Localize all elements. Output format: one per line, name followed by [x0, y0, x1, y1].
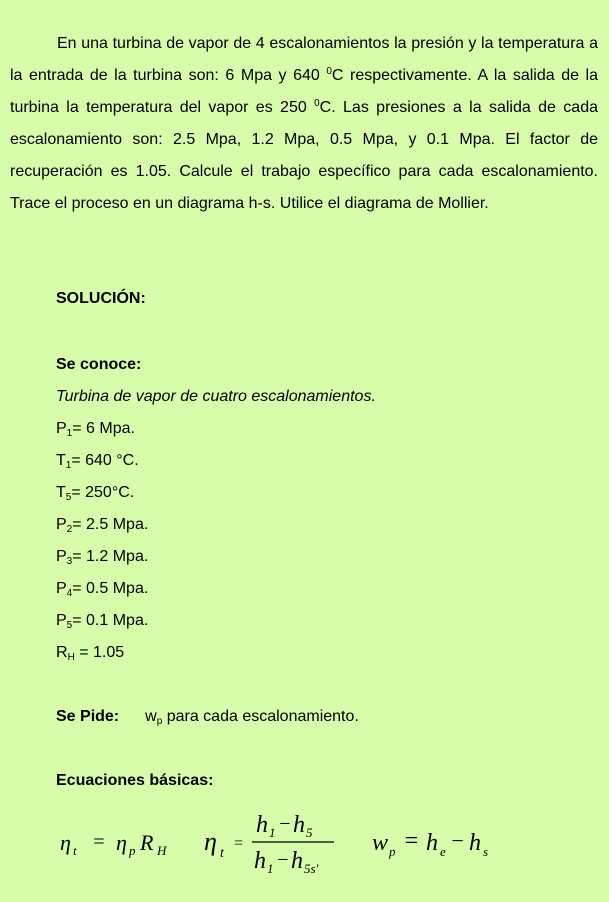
svg-text:η: η: [204, 827, 217, 856]
equations-svg: [56, 800, 576, 880]
svg-text:η: η: [60, 830, 71, 855]
svg-text:h: h: [426, 830, 438, 856]
svg-text:5s′: 5s′: [304, 861, 319, 876]
problem-text-1: En una turbina de vapor de 4 escalonamientos la presión y la temperatura a la entrada de la turbina son: 6 Mpa y 640: [10, 35, 598, 84]
svg-text:h: h: [293, 812, 305, 838]
svg-text:h: h: [254, 848, 266, 874]
known-heading: Se conoce:: [56, 356, 142, 373]
svg-text:=: =: [92, 831, 106, 853]
svg-text:t: t: [73, 843, 77, 858]
given-p1: $P_1= 6$ Mpa.: [56, 420, 135, 439]
svg-text:H: H: [157, 843, 167, 858]
svg-text:1: 1: [269, 825, 276, 840]
svg-text:w: w: [372, 830, 389, 856]
given-p4: $P_4= 0.5$ Mpa.: [56, 580, 149, 599]
svg-text:−: −: [278, 813, 292, 835]
given-p2: $P_2= 2.5$ Mpa.: [56, 516, 149, 535]
asked-label: Se Pide:: [56, 708, 120, 725]
svg-text:p: p: [129, 843, 136, 858]
svg-text:1: 1: [267, 861, 274, 876]
svg-text:−: −: [276, 849, 290, 871]
equation-efficiency-recovery: [60, 830, 167, 858]
basic-equations: [56, 800, 576, 880]
svg-text:5: 5: [306, 825, 313, 840]
problem-statement: [10, 28, 598, 220]
svg-text:−: −: [450, 828, 465, 853]
svg-text:=: =: [233, 835, 244, 852]
svg-text:=: =: [403, 828, 420, 854]
equations-heading: Ecuaciones básicas:: [56, 772, 214, 789]
solution-heading: SOLUCIÓN:: [56, 290, 146, 307]
equation-specific-work: [372, 828, 488, 859]
svg-text:t: t: [220, 846, 224, 861]
given-p3: $P_3= 1.2$ Mpa.: [56, 548, 149, 567]
svg-text:h: h: [291, 848, 303, 874]
degree-superscript: 0: [314, 98, 320, 109]
problem-text-3: C. Las presiones a la salida de cada escalonamiento son: 2.5 Mpa, 1.2 Mpa, 0.5 Mpa, y 0.1 Mpa. El factor de recuperación es 1.05. Calcule el trabajo específico para cada escalonamiento. Trace el proceso en un diagrama h-s. Utilice el diagrama de Mollier.: [10, 99, 598, 212]
asked-line: Se Pide: $w_p$ para cada escalonamiento.: [56, 708, 359, 727]
degree-superscript: 0: [326, 66, 332, 77]
svg-text:p: p: [389, 844, 396, 859]
problem-text-2: C respectivamente. A la salida de la turbina la temperatura del vapor es 250: [10, 67, 598, 116]
svg-text:h: h: [256, 812, 268, 838]
svg-text:s: s: [483, 844, 489, 859]
given-t1: $T_1= 640$ °C.: [56, 452, 139, 471]
svg-text:R: R: [140, 830, 154, 855]
given-p5: $P_5= 0.1$ Mpa.: [56, 612, 149, 631]
svg-text:η: η: [116, 830, 127, 855]
given-t5: $T_5= 250^\circ C$.: [56, 484, 135, 503]
svg-text:h: h: [469, 830, 481, 856]
svg-text:e: e: [440, 844, 446, 859]
problem-paragraph: [10, 28, 598, 220]
equation-efficiency-ratio: [204, 812, 334, 876]
turbine-description: Turbina de vapor de cuatro escalonamientos.: [56, 388, 376, 405]
given-rh: $R_H = 1.05$: [56, 644, 125, 663]
